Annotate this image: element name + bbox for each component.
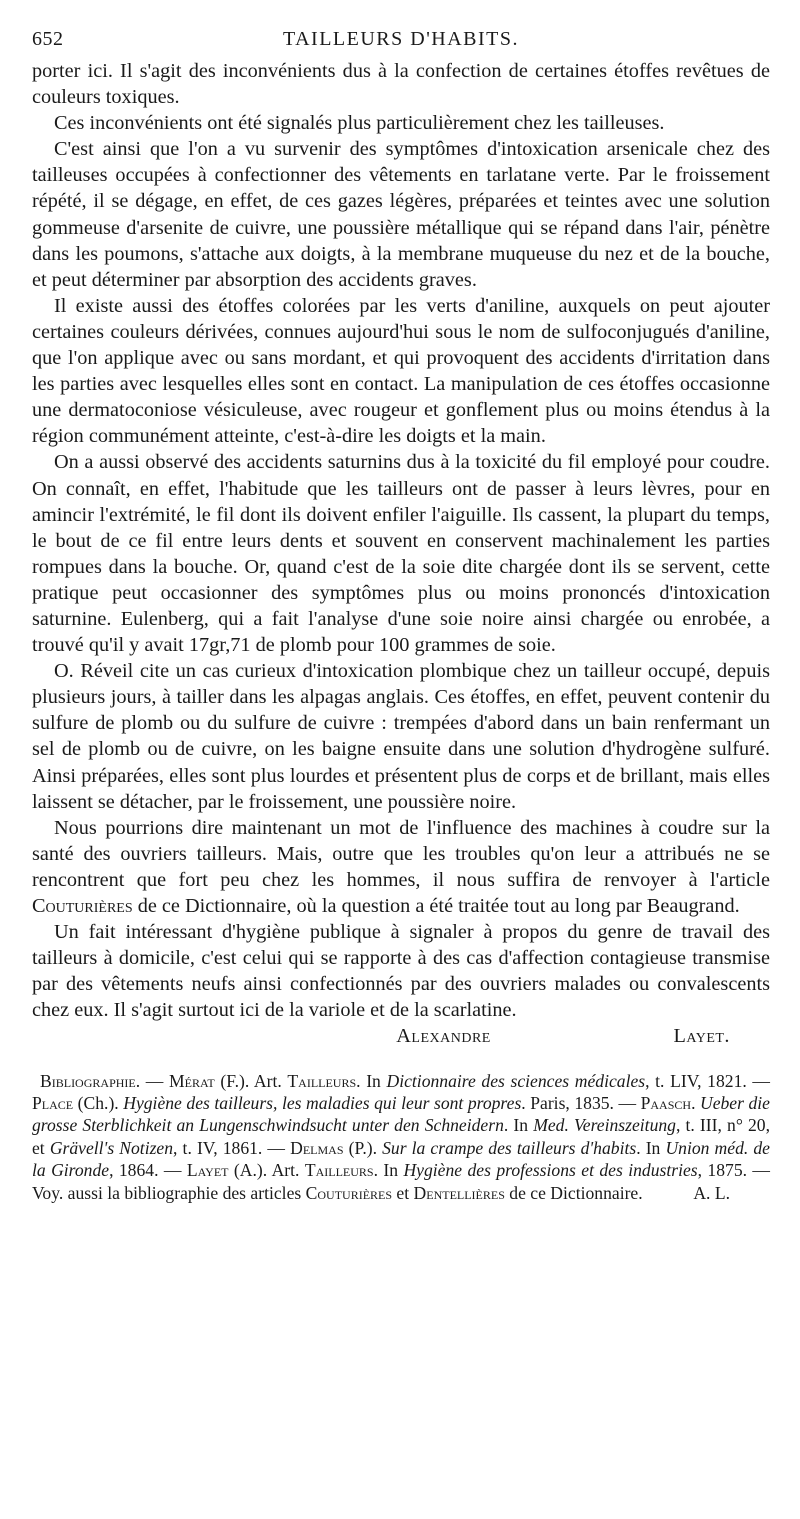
bib-text: , t. IV, 1861. — xyxy=(173,1137,291,1158)
paragraph-8: Un fait intéressant d'hygiène publique à signaler à propos du genre de travail des tailleurs à domicile, c'est celui qui se rapporte à des cas d'affection contagieuse transmise par des vêtements neufs ainsi confectionnés par des ouvriers malades ou convalescents chez eux. Il s'agit surtout ici de la variole et de la scarlatine. xyxy=(32,921,770,1022)
bib-text: (P.). xyxy=(343,1137,383,1158)
author-signature: Alexandre Layet. xyxy=(396,1025,730,1048)
paragraph-4: Il existe aussi des étoffes colorées par les verts d'aniline, auxquels on peut ajouter certaines couleurs dérivées, connues aujourd'hui sous le nom de sulfoconjugués d'aniline, que l'on applique avec ou sans mordant, et qui provoquent des accidents d'irritation dans les parties avec lesquelles elles sont en contact. La manipulation de ces étoffes occasionne une dermatoconiose vésiculeuse, avec rougeur et gonflement plus ou moins étendus à la région communément atteinte, c'est-à-dire les doigts et la main. xyxy=(32,294,770,448)
bib-title: Sur la crampe des tailleurs d'habits xyxy=(382,1137,637,1158)
bib-text: de ce Dictionnaire. xyxy=(504,1182,643,1203)
bib-text: . xyxy=(691,1092,700,1113)
page-number: 652 xyxy=(32,28,64,50)
bib-article-name: Tailleurs xyxy=(304,1160,374,1181)
bibliography: Bibliographie. — Mérat (F.). Art. Tailleurs. In Dictionnaire des sciences médicales, t. LIV, 1821. — Place (Ch.). Hygiène des tailleurs, les maladies qui leur sont propres. Paris, 1835. — Paasch. Ueber die grosse Sterblichkeit an Lungenschwindsucht unter den Schneidern. In Med. Vereinszeitung, t. III, n° 20, et Grävell's Notizen, t. IV, 1861. — Delmas (P.). Sur la crampe des tailleurs d'habits. In Union méd. de la Gironde, 1864. — Layet (A.). Art. Tailleurs. In Hygiène des professions et des industries, 1875. — Voy. aussi la bibliographie des articles Couturières et Dentellières de ce Dictionnaire. A. L. xyxy=(32,1070,771,1203)
paragraph-5: On a aussi observé des accidents saturnins dus à la toxicité du fil employé pour coudre. On connaît, en effet, l'habitude que les tailleurs ont de passer à leurs lèvres, pour en amincir l'extrémité, le fil dont ils doivent enfiler l'aiguille. Ils cassent, la plupart du temps, le bout de ce fil entre leurs dents et souvent en conservent machinalement les parties rompues dans la bouche. Or, quand c'est de la soie dite chargée dont ils se servent, cette pratique peut occasionner des symptômes plus ou moins prononcés d'intoxication saturnine. Eulenberg, qui a fait l'analyse d'une soie noire ainsi chargée ou enrobée, a trouvé qu'il y avait 17gr,71 de plomb pour 100 grammes de soie. xyxy=(32,451,770,657)
paragraph-3: C'est ainsi que l'on a vu survenir des symptômes d'intoxication arsenicale chez des tailleuses occupées à confectionner des vêtements en tarlatane verte. Par le froissement répété, il se dégage, en effet, de ces gazes légères, préparées et teintes avec une solution gommeuse d'arsenite de cuivre, une poussière métallique qui se répand dans l'air, pénètre dans les poumons, s'attache aux doigts, à la membrane muqueuse du nez et de la bouche, et peut déterminer par absorption des accidents graves. xyxy=(32,138,770,291)
bib-journal: Grävell's Notizen xyxy=(49,1137,174,1158)
bib-journal: Med. Vereinszeitung xyxy=(533,1115,676,1136)
bib-text: . In xyxy=(503,1115,534,1136)
bib-text: , 1875. — Voy. aussi la bibliographie des articles xyxy=(32,1160,771,1203)
paragraph-7 xyxy=(32,815,770,919)
paragraph-2: Ces inconvénients ont été signalés plus particulièrement chez les tailleuses. xyxy=(54,112,665,135)
bib-text: , t. LIV, 1821. — xyxy=(645,1070,771,1091)
paragraph-7-text-a: Nous pourrions dire maintenant un mot de l'influence des machines à coudre sur la santé des ouvriers tailleurs. Mais, outre que les troubles qu'on leur a attribués ne se rencontrent que fort peu chez les hommes, il nous suffira de renvoyer à l'article xyxy=(32,816,770,891)
page-header xyxy=(32,28,770,58)
bib-text: (A.). Art. xyxy=(228,1160,305,1181)
paragraph-1: porter ici. Il s'agit des inconvénients dus à la confection de certaines étoffes revêtues de couleurs toxiques. xyxy=(32,60,770,109)
bibliography-initials: A. L. xyxy=(693,1182,730,1203)
bib-text: et xyxy=(392,1182,414,1203)
bib-text: . In xyxy=(356,1070,387,1091)
bib-text: , 1864. — xyxy=(109,1160,187,1181)
bibliography-label: Bibliographie. xyxy=(40,1070,141,1091)
bib-author-merat: Mérat xyxy=(169,1070,215,1091)
paragraph-6: O. Réveil cite un cas curieux d'intoxication plombique chez un tailleur occupé, depuis plusieurs jours, à tailler dans les alpagas anglais. Ces étoffes, en effet, peuvent contenir du sulfure de plomb ou du sulfure de cuivre : trempées d'abord dans un bain renfermant un sel de plomb ou de cuivre, on les baigne ensuite dans une solution d'hydrogène sulfuré. Ainsi préparées, elles sont plus lourdes et présentent plus de corps et de brillant, mais elles laissent se détacher, par le froissement, une poussière noire. xyxy=(32,660,770,813)
article-body xyxy=(32,58,770,1050)
bib-title: Dictionnaire des sciences médicales xyxy=(386,1070,646,1091)
bib-text: . Paris, 1835. — xyxy=(521,1092,641,1113)
bib-title: Hygiène des tailleurs, les maladies qui leur sont propres xyxy=(123,1092,522,1113)
bib-title: Hygiène des professions et des industries xyxy=(403,1160,698,1181)
bib-author-delmas: Delmas xyxy=(290,1137,344,1158)
bib-text: (F.). Art. xyxy=(214,1070,288,1091)
bib-text: . In xyxy=(636,1137,666,1158)
running-title: TAILLEURS D'HABITS. xyxy=(282,28,520,50)
signature-line xyxy=(32,1023,770,1049)
bib-text: , t. III, n° 20, et xyxy=(32,1115,770,1158)
paragraph-7-text-b: de ce Dictionnaire, où la question a été traitée tout au long par Beaugrand. xyxy=(132,895,740,917)
bib-cross-reference: Dentellières xyxy=(413,1182,505,1203)
bib-journal: Union méd. de la Gironde xyxy=(32,1137,770,1181)
cross-reference-couturieres: Couturières xyxy=(32,895,133,917)
bib-text: . In xyxy=(373,1160,404,1181)
bib-title: Ueber die grosse Sterblichkeit an Lungenschwindsucht unter den Schneidern xyxy=(32,1092,770,1136)
document-page xyxy=(32,28,770,1204)
bib-author-place: Place xyxy=(32,1092,74,1113)
bib-author-layet: Layet xyxy=(186,1160,229,1181)
bib-article-name: Tailleurs xyxy=(287,1070,357,1091)
bib-text: (Ch.). xyxy=(73,1092,124,1113)
bib-cross-reference: Couturières xyxy=(305,1182,393,1203)
bib-author-paasch: Paasch xyxy=(640,1092,692,1113)
